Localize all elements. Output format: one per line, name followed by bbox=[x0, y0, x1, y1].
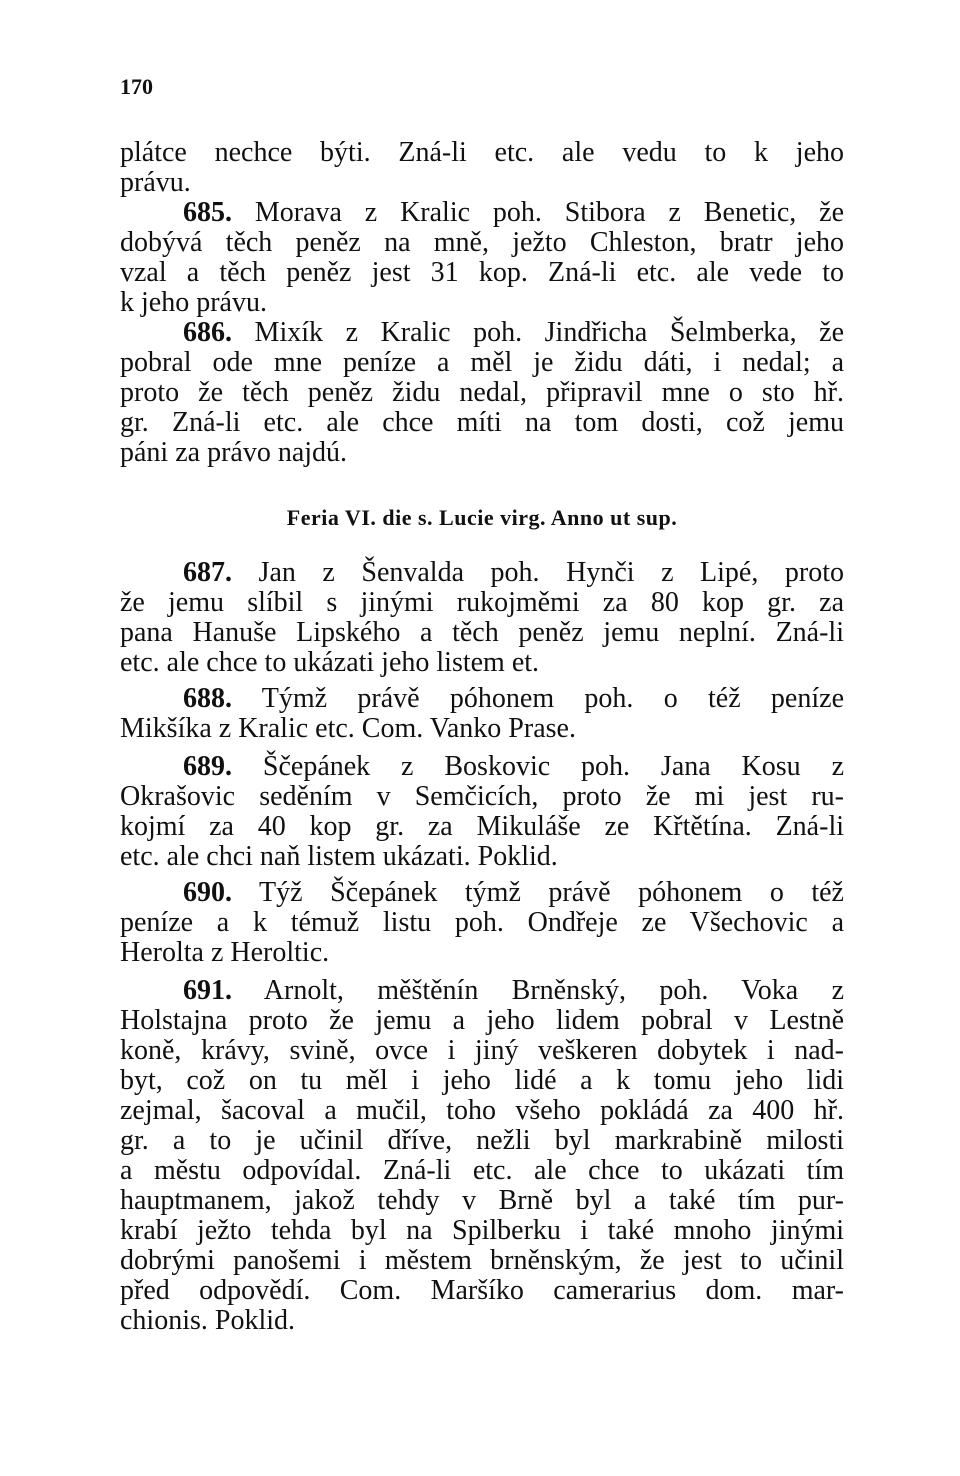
text-line: právu. bbox=[120, 167, 191, 198]
text-span: Morava z Kralic poh. Stibora z Benetic, že bbox=[232, 197, 844, 228]
entry-691-first-line bbox=[183, 976, 844, 1006]
entry-number: 685. bbox=[183, 197, 232, 228]
text-line: krabí ježto tehda byl na Spilberku i také mnoho jinými bbox=[120, 1215, 844, 1246]
entry-685-first-line bbox=[183, 198, 844, 228]
page-number: 170 bbox=[120, 74, 153, 99]
text-line: chionis. Poklid. bbox=[120, 1305, 296, 1336]
section-heading: Feria VI. die s. Lucie virg. Anno ut sup. bbox=[286, 505, 678, 530]
entry-689-first-line bbox=[183, 752, 844, 782]
text-span: Týmž právě póhonem poh. o též peníze bbox=[232, 683, 844, 714]
text-span: Týž Ščepánek týmž právě póhonem o též bbox=[232, 877, 844, 908]
text-line: kojmí za 40 kop gr. za Mikuláše ze Křtětína. Zná-li bbox=[120, 811, 844, 842]
entry-number: 690. bbox=[183, 877, 232, 908]
entry-number: 689. bbox=[183, 751, 232, 782]
entry-687-first-line bbox=[183, 558, 844, 588]
text-line: proto že těch peněz židu nedal, připravil mne o sto hř. bbox=[120, 377, 844, 408]
text-line: dobrými panošemi i městem brněnským, že jest to učinil bbox=[120, 1245, 844, 1276]
text-line: Herolta z Heroltic. bbox=[120, 937, 330, 968]
entry-number: 688. bbox=[183, 683, 232, 714]
text-line: plátce nechce býti. Zná-li etc. ale vedu to k jeho bbox=[120, 137, 844, 168]
text-span: Jan z Šenvalda poh. Hynči z Lipé, proto bbox=[232, 557, 844, 588]
text-line: koně, krávy, svině, ovce i jiný veškeren dobytek i nad- bbox=[120, 1035, 844, 1066]
entry-686-first-line bbox=[183, 318, 844, 348]
text-span: Arnolt, měštěnín Brněnský, poh. Voka z bbox=[232, 975, 844, 1006]
text-line: etc. ale chce to ukázati jeho listem et. bbox=[120, 647, 540, 678]
text-line: vzal a těch peněz jest 31 kop. Zná-li etc. ale vede to bbox=[120, 257, 844, 288]
text-line: páni za právo najdú. bbox=[120, 437, 348, 468]
text-line: gr. Zná-li etc. ale chce míti na tom dosti, což jemu bbox=[120, 407, 844, 438]
text-line: k jeho právu. bbox=[120, 287, 267, 318]
entry-690-first-line bbox=[183, 878, 844, 908]
text-line: hauptmanem, jakož tehdy v Brně byl a také tím pur- bbox=[120, 1185, 844, 1216]
entry-number: 686. bbox=[183, 317, 232, 348]
text-line: pobral ode mne peníze a měl je židu dáti, i nedal; a bbox=[120, 347, 844, 378]
text-line: že jemu slíbil s jinými rukojměmi za 80 kop gr. za bbox=[120, 587, 844, 618]
text-line: a městu odpovídal. Zná-li etc. ale chce to ukázati tím bbox=[120, 1155, 844, 1186]
text-span: Mixík z Kralic poh. Jindřicha Šelmberka, že bbox=[232, 317, 844, 348]
text-line: Holstajna proto že jemu a jeho lidem pobral v Lestně bbox=[120, 1005, 844, 1036]
text-line: zejmal, šacoval a mučil, toho všeho pokládá za 400 hř. bbox=[120, 1095, 844, 1126]
text-line: etc. ale chci naň listem ukázati. Poklid. bbox=[120, 841, 558, 872]
entry-number: 687. bbox=[183, 557, 232, 588]
text-span: Ščepánek z Boskovic poh. Jana Kosu z bbox=[232, 751, 844, 782]
text-line: Mikšíka z Kralic etc. Com. Vanko Prase. bbox=[120, 713, 576, 744]
entry-number: 691. bbox=[183, 975, 232, 1006]
text-line: pana Hanuše Lipského a těch peněz jemu neplní. Zná-li bbox=[120, 617, 844, 648]
entry-688-first-line bbox=[183, 684, 844, 714]
text-line: Okrašovic seděním v Semčicích, proto že mi jest ru- bbox=[120, 781, 844, 812]
text-line: peníze a k témuž listu poh. Ondřeje ze Všechovic a bbox=[120, 907, 844, 938]
text-line: před odpovědí. Com. Maršíko camerarius dom. mar- bbox=[120, 1275, 844, 1306]
text-line: gr. a to je učinil dříve, nežli byl markrabině milosti bbox=[120, 1125, 844, 1156]
text-line: dobývá těch peněz na mně, ježto Chleston, bratr jeho bbox=[120, 227, 844, 258]
text-line: byt, což on tu měl i jeho lidé a k tomu jeho lidi bbox=[120, 1065, 844, 1096]
